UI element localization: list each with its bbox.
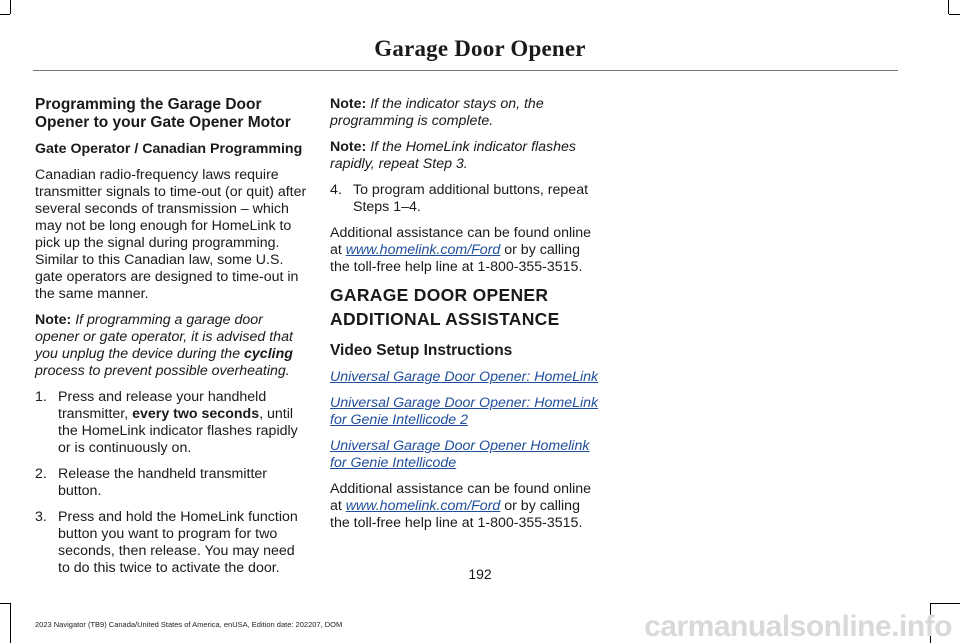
step-text: Press and hold the HomeLink function button you want to program for two seconds, then release. You may need to do this twice to activate the door. (58, 509, 298, 576)
page-number: 192 (468, 566, 492, 582)
crop-mark-bottom-left-h (0, 603, 10, 604)
note (330, 96, 602, 130)
crop-mark-top-right-v (948, 0, 949, 14)
steps-list (330, 182, 602, 216)
video-link-item (330, 369, 602, 386)
step-number: 4. (330, 182, 342, 198)
list-item (330, 182, 602, 216)
note-text: If the indicator stays on, the programming is complete. (330, 96, 544, 129)
note-text: If the HomeLink indicator flashes rapidly, repeat Step 3. (330, 139, 577, 172)
note-label: Note: (330, 139, 367, 155)
homelink-link[interactable]: www.homelink.com/Ford (345, 242, 501, 258)
video-link-genie-intellicode-2[interactable]: Universal Garage Door Opener: HomeLink for Genie Intellicode 2 (330, 395, 599, 428)
list-item (35, 389, 307, 457)
assistance-text: Additional assistance can be found online at (330, 481, 592, 514)
step-text: Release the handheld transmitter button. (58, 466, 267, 499)
video-link-homelink[interactable]: Universal Garage Door Opener: HomeLink (330, 369, 599, 385)
step-text: To program additional buttons, repeat Steps 1–4. (353, 182, 589, 215)
subsection-heading: Gate Operator / Canadian Programming (35, 141, 303, 157)
assistance-paragraph (330, 225, 602, 276)
section-heading-line-1: GARAGE DOOR OPENER (330, 285, 549, 305)
steps-list (35, 389, 307, 577)
page-title: Garage Door Opener (374, 36, 586, 61)
note (35, 312, 307, 380)
crop-mark-top-left-v (10, 0, 11, 14)
crop-mark-top-left-h (0, 14, 10, 15)
step-number: 3. (35, 509, 47, 525)
list-item (35, 466, 307, 500)
step-emphasis: every two seconds (132, 406, 260, 422)
video-link-item (330, 438, 602, 472)
note-label: Note: (330, 96, 367, 112)
section-heading: Programming the Garage Door Opener to your Gate Opener Motor (35, 96, 291, 131)
note-label: Note: (35, 312, 72, 328)
crop-mark-top-right-h (949, 14, 960, 15)
step-number: 1. (35, 389, 47, 405)
body-paragraph: Canadian radio-frequency laws require transmitter signals to time-out (or quit) after several seconds of transmission – which may not be long enough for HomeLink to pick up the signal during programming. Similar to this Canadian law, some U.S. gate operators are designed to time-out in the same manner. (35, 167, 307, 302)
crop-mark-bottom-left-v (10, 603, 11, 643)
section-heading-line-2: ADDITIONAL ASSISTANCE (330, 309, 560, 329)
video-link-genie-intellicode[interactable]: Universal Garage Door Opener Homelink for Genie Intellicode (330, 438, 590, 471)
video-link-item (330, 395, 602, 429)
middle-column (330, 96, 602, 541)
note-text: If programming a garage door opener or gate operator, it is advised that you unplug the device during the (35, 312, 293, 362)
left-column (35, 96, 307, 586)
video-heading: Video Setup Instructions (330, 342, 513, 359)
note-text-end: process to prevent possible overheating. (35, 363, 290, 379)
assistance-paragraph (330, 481, 602, 532)
note-emphasis: cycling (244, 346, 293, 362)
footer-edition-info: 2023 Navigator (TB9) Canada/United States of America, enUSA, Edition date: 202207, DOM (35, 620, 343, 629)
header-divider (33, 70, 898, 71)
step-text: Press and release your handheld transmitter, (58, 389, 267, 422)
homelink-link[interactable]: www.homelink.com/Ford (345, 498, 501, 514)
crop-mark-bottom-right-h (931, 603, 960, 604)
note (330, 139, 602, 173)
assistance-text-end: or by calling the toll-free help line at 1-800-355-3515. (330, 242, 583, 275)
watermark: carmanualsonline.info (644, 610, 952, 643)
assistance-text: Additional assistance can be found online at (330, 225, 592, 258)
step-text-end: , until the HomeLink indicator flashes rapidly or is continuously on. (58, 406, 298, 456)
step-number: 2. (35, 466, 47, 482)
assistance-text-end: or by calling the toll-free help line at 1-800-355-3515. (330, 498, 583, 531)
